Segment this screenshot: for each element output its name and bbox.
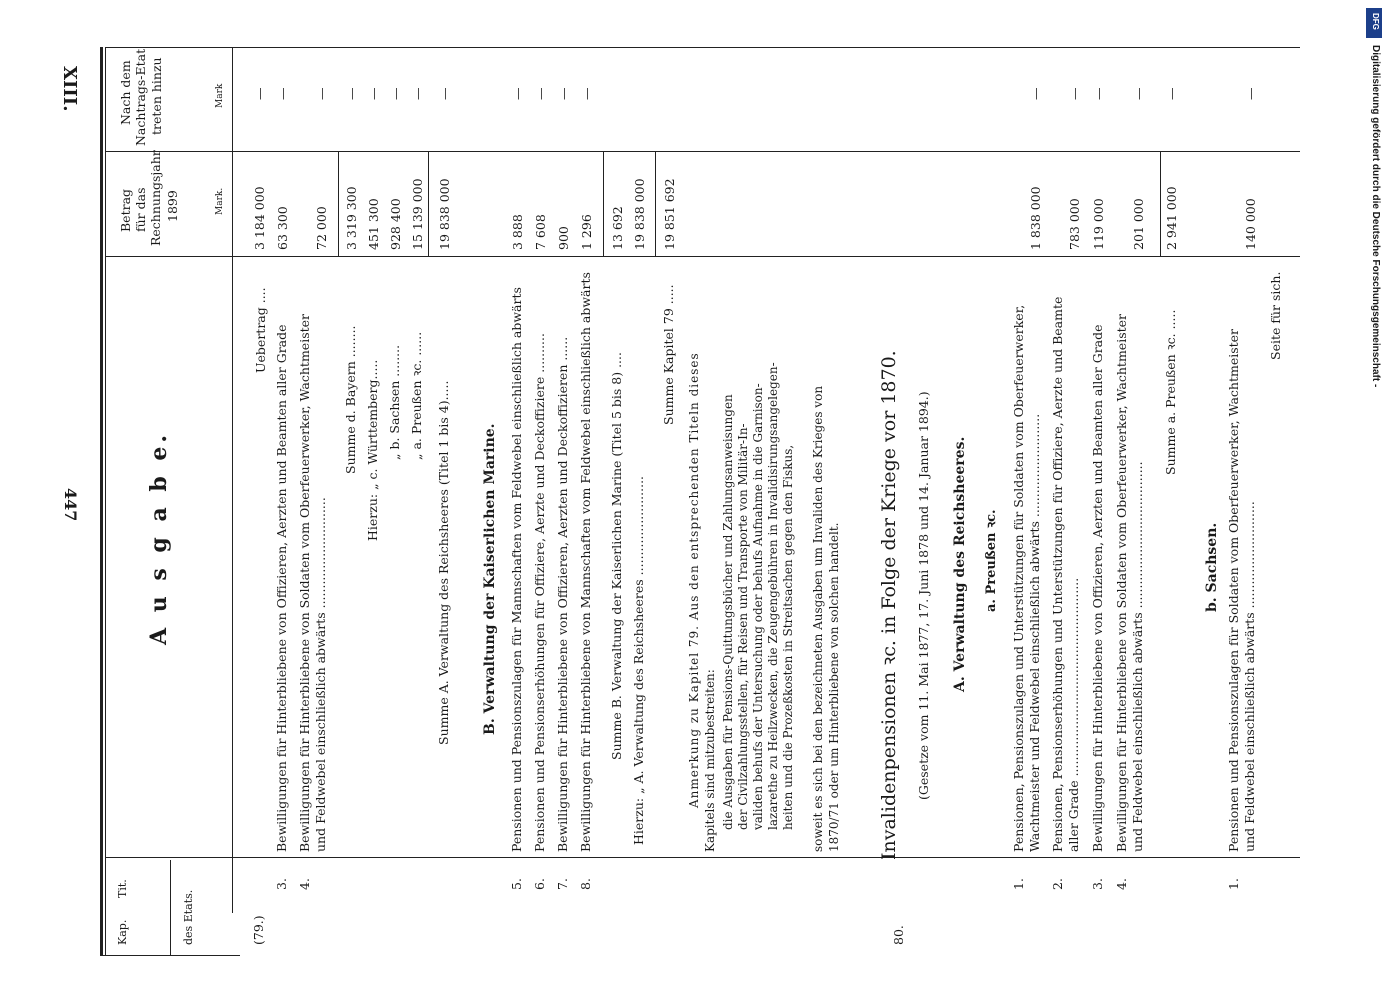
row-80-4-text: Bewilligungen für Hinterbliebene von Soldaten vom Oberfeuerwerker, Wachtmeister — [1114, 313, 1129, 852]
tit-80-b-1: 1. — [1226, 878, 1241, 890]
row-3-text: Bewilligungen für Hinterbliebene von Offizieren, Aerzten und Beamten aller Grade — [274, 324, 289, 852]
sum-sachsen-amount: 928 400 — [388, 198, 403, 250]
extra-bayern: — — [344, 87, 359, 100]
row-4-amount: 72 000 — [314, 206, 329, 250]
col-nachtrag-3: treten hinzu — [149, 57, 164, 135]
tit-7: 7. — [555, 878, 570, 890]
sum-bayern-text: Summe d. Bayern ........ — [343, 325, 358, 474]
extra-row-80-3: — — [1091, 87, 1106, 100]
sum-rule-1 — [338, 151, 339, 256]
row-4-text: Bewilligungen für Hinterbliebene von Soldaten vom Oberfeuerwerker, Wachtmeister — [297, 313, 312, 852]
tit-80-2: 2. — [1050, 878, 1065, 890]
anmerkung-line-8: soweit es sich bei den bezeichneten Ausgaben um Invaliden des Krieges von — [811, 385, 825, 852]
row-80-2-text: Pensionen, Pensionserhöhungen und Unterstützungen für Offiziere, Aerzte und Beamte — [1050, 296, 1065, 852]
dfg-logo-text: DFG — [1371, 13, 1380, 30]
col-kap: Kap. — [116, 919, 129, 945]
dfg-logo — [1366, 8, 1382, 38]
row-8-text: Bewilligungen für Hinterbliebene von Mannschaften vom Feldwebel einschließlich abwärts — [578, 272, 593, 852]
anmerkung-line-5: validen behufs der Untersuchung oder behufs Aufnahme in die Garnison- — [751, 383, 765, 830]
extra-row-80-b-1: — — [1243, 87, 1258, 100]
extra-uebertrag: — — [252, 87, 267, 100]
row-8-amount: 1 296 — [579, 214, 594, 250]
row-80-1-text2: Wachtmeister und Feldwebel einschließlich abwärts .......................... — [1027, 413, 1042, 852]
sum-rule-4 — [655, 151, 656, 256]
sum-wuerttemberg-amount: 451 300 — [366, 198, 381, 250]
sum-rule-3 — [603, 151, 604, 256]
extra-preussen: — — [410, 87, 425, 100]
col-nachtrag-2: Nachtrags-Etat — [133, 48, 148, 146]
section-80-subtitle: (Gesetze vom 11. Mai 1877, 17. Juni 1878 und 14. Januar 1894.) — [916, 391, 931, 800]
row-80-4-amount: 201 000 — [1131, 198, 1146, 250]
row-80-1-amount: 1 838 000 — [1028, 186, 1043, 250]
col-betrag-3: Rechnungsjahr — [148, 150, 163, 246]
col-nachtrag-unit: Mark — [215, 83, 225, 108]
col-des-etats: des Etats. — [182, 889, 195, 945]
row-4-text2: und Feldwebel einschließlich abwärts ............................ — [313, 497, 328, 852]
header-rule-text — [232, 47, 233, 913]
frame-bottom — [100, 955, 240, 956]
sum-79-amount: 19 851 692 — [662, 178, 677, 250]
col-betrag-1: Betrag — [118, 188, 133, 232]
row-5-amount: 3 888 — [510, 214, 525, 250]
sum-bayern-amount: 3 319 300 — [344, 186, 359, 250]
col-tit: Tit. — [116, 879, 129, 898]
anmerkung-line-4: der Civilzahlungsstellen, für Reisen und Transporte von Militär-In- — [736, 423, 750, 830]
extra-row-5: — — [510, 87, 525, 100]
sum-preussen-amount: 15 139 000 — [410, 178, 425, 250]
sum-preussen-text: „ a. Preußen ꝛc. ...... — [409, 331, 424, 460]
extra-sachsen: — — [388, 87, 403, 100]
extra-row-8: — — [579, 87, 594, 100]
anmerkung-line-3: die Ausgaben für Pensions-Quittungsbücher und Zahlungsanweisungen — [721, 394, 735, 830]
section-80-sub-a: A. Verwaltung des Reichsheeres. — [952, 436, 968, 692]
row-5-text: Pensionen und Pensionszulagen für Mannschaften vom Feldwebel einschließlich abwärts — [509, 287, 524, 852]
sum-80-a-amount: 2 941 000 — [1164, 186, 1179, 250]
col-nachtrag-1: Nach dem — [118, 60, 133, 125]
tit-5: 5. — [509, 878, 524, 890]
hierzu-a-text: Hierzu: „ A. Verwaltung des Reichsheeres ......................... — [631, 475, 646, 845]
frame-left-thick — [100, 47, 103, 955]
row-80-1-text: Pensionen, Pensionszulagen und Unterstützungen für Soldaten vom Oberfeuerwerker, — [1011, 304, 1026, 852]
extra-wuerttemberg: — — [366, 87, 381, 100]
frame-left-thin — [105, 47, 106, 955]
extra-row-80-4: — — [1131, 87, 1146, 100]
row-80-2-amount: 783 000 — [1067, 198, 1082, 250]
row-80-2-text2: aller Grade .................................................. — [1066, 577, 1081, 852]
page-number: 447 — [61, 488, 80, 522]
kap-79: (79.) — [251, 915, 266, 945]
footer-credit: Digitalisierung gefördert durch die Deutsche Forschungsgemeinschaft - — [1370, 45, 1381, 388]
hierzu-a-amount: 19 838 000 — [632, 178, 647, 250]
row-uebertrag-amount: 3 184 000 — [252, 186, 267, 250]
extra-row-4: — — [314, 87, 329, 100]
section-80-sub-a-a: a. Preußen ꝛc. — [984, 509, 999, 612]
sum-rule-5 — [1160, 151, 1161, 256]
row-3-amount: 63 300 — [275, 206, 290, 250]
col-betrag-4: 1899 — [165, 190, 180, 222]
chapter-numeral: XIII. — [59, 66, 80, 112]
extra-row-3: — — [275, 87, 290, 100]
sum-wuerttemberg-text: Hierzu: „ c. Württemberg..... — [365, 359, 380, 541]
row-80-4-text2: und Feldwebel einschließlich abwärts ..................................... — [1130, 461, 1145, 852]
extra-row-80-1: — — [1028, 87, 1043, 100]
col-betrag-unit: Mark. — [215, 187, 225, 215]
tit-80-1: 1. — [1011, 878, 1026, 890]
col-rule-betrag — [106, 256, 1300, 257]
col-betrag-2: für das — [133, 187, 148, 232]
row-80-3-text: Bewilligungen für Hinterbliebene von Offizieren, Aerzten und Beamten aller Grade — [1090, 324, 1105, 852]
anmerkung-line-2: Kapitels sind mitzubestreiten: — [703, 669, 717, 852]
anmerkung-line-1: Anmerkung zu Kapitel 79. Aus den entsprechenden Titeln dieses — [687, 352, 701, 808]
row-uebertrag-text: Uebertrag .... — [253, 287, 268, 373]
sum-80-a-text: Summe a. Preußen ꝛc. ..... — [1163, 309, 1178, 475]
row-80-b-1-text: Pensionen und Pensionszulagen für Soldaten vom Oberfeuerwerker, Wachtmeister — [1226, 328, 1241, 852]
tit-6: 6. — [532, 878, 547, 890]
row-80-3-amount: 119 000 — [1091, 198, 1106, 250]
row-80-b-1-amount: 140 000 — [1243, 198, 1258, 250]
extra-row-80-2: — — [1067, 87, 1082, 100]
section-80-title: Invalidenpensionen ꝛc. in Folge der Kriege vor 1870. — [878, 350, 900, 860]
anmerkung-line-7: heiten und die Prozeßkosten in Streitsachen gegen den Fiskus, — [781, 444, 795, 830]
col-rule-top — [106, 47, 1300, 48]
tit-8: 8. — [578, 878, 593, 890]
sum-79-text: Summe Kapitel 79 ..... — [661, 284, 676, 425]
anmerkung-line-9: 1870/71 oder um Hinterbliebene von solchen handelt. — [827, 522, 841, 852]
page-heading: A u s g a b e. — [146, 430, 172, 645]
sum-rule-2 — [428, 151, 429, 256]
extra-row-6: — — [533, 87, 548, 100]
tit-3: 3. — [274, 878, 289, 890]
row-7-amount: 900 — [556, 226, 571, 250]
section-80-sub-b: b. Sachsen. — [1204, 522, 1220, 612]
sum-a-total-amount: 19 838 000 — [437, 178, 452, 250]
kap-80: 80. — [891, 925, 906, 945]
extra-row-7: — — [556, 87, 571, 100]
extra-sum-a: — — [437, 87, 452, 100]
row-7-text: Bewilligungen für Hinterbliebene von Offizieren, Aerzten und Deckoffizieren ...... — [555, 336, 570, 852]
tit-80-4: 4. — [1114, 878, 1129, 890]
sum-b-text: Summe B. Verwaltung der Kaiserlichen Marine (Titel 5 bis 8) .... — [609, 352, 624, 760]
row-6-amount: 7 608 — [533, 214, 548, 250]
row-80-b-1-text2: und Feldwebel einschließlich abwärts ........................... — [1242, 501, 1257, 852]
sum-b-amount: 13 692 — [610, 206, 625, 250]
col-rule-tit — [106, 857, 1300, 858]
section-b-title: B. Verwaltung der Kaiserlichen Marine. — [482, 423, 498, 735]
divider-tit — [170, 860, 171, 955]
seite-fuer-sich: Seite für sich. — [1268, 271, 1283, 360]
tit-4: 4. — [297, 878, 312, 890]
tit-80-3: 3. — [1090, 878, 1105, 890]
row-6-text: Pensionen und Pensionserhöhungen für Offiziere, Aerzte und Deckoffiziere .......... — [532, 333, 547, 852]
sum-sachsen-text: „ b. Sachsen ........ — [387, 344, 402, 460]
sum-a-total-text: Summe A. Verwaltung des Reichsheeres (Titel 1 bis 4)..... — [436, 380, 451, 745]
anmerkung-line-6: lazarethe zu Heilzwecken, die Zeugengebühren in Invalidisirungsangelegen- — [766, 362, 780, 830]
extra-sum-80-a: — — [1164, 87, 1179, 100]
